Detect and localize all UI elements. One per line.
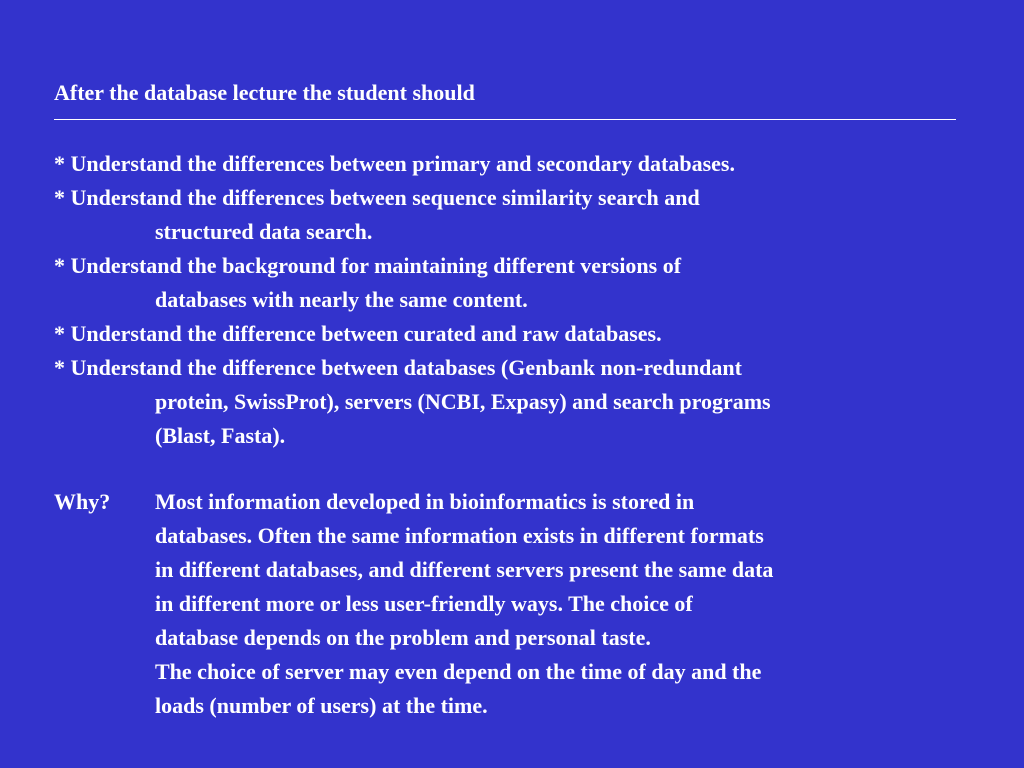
why-label: Why? — [54, 489, 111, 514]
objective-line: * Understand the difference between databases (Genbank non-redundant — [54, 355, 742, 380]
objective-line: * Understand the difference between curated and raw databases. — [54, 321, 662, 346]
objective-line-continuation: protein, SwissProt), servers (NCBI, Expasy) and search programs — [155, 389, 771, 414]
why-paragraph — [155, 485, 974, 723]
objective-line-continuation: structured data search. — [155, 219, 373, 244]
objective-line: * Understand the differences between primary and secondary databases. — [54, 151, 735, 176]
objective-line-continuation: databases with nearly the same content. — [155, 287, 528, 312]
why-line: Most information developed in bioinformatics is stored in — [155, 489, 695, 514]
objective-item — [54, 181, 974, 249]
slide-title: After the database lecture the student should — [54, 80, 475, 105]
why-line: databases. Often the same information exists in different formats — [155, 523, 764, 548]
objective-item — [54, 249, 974, 317]
objective-item — [54, 147, 974, 181]
objective-line: * Understand the differences between sequence similarity search and — [54, 185, 700, 210]
why-line: database depends on the problem and personal taste. — [155, 625, 651, 650]
why-line: in different more or less user-friendly ways. The choice of — [155, 591, 693, 616]
objective-line-continuation: (Blast, Fasta). — [155, 423, 286, 448]
objective-item — [54, 351, 974, 453]
why-line: loads (number of users) at the time. — [155, 693, 488, 718]
title-divider — [54, 119, 956, 120]
why-line: in different databases, and different servers present the same data — [155, 557, 774, 582]
why-line: The choice of server may even depend on the time of day and the — [155, 659, 762, 684]
objectives-list — [54, 147, 974, 453]
why-section — [54, 485, 974, 723]
objective-line: * Understand the background for maintaining different versions of — [54, 253, 682, 278]
objective-item — [54, 317, 974, 351]
